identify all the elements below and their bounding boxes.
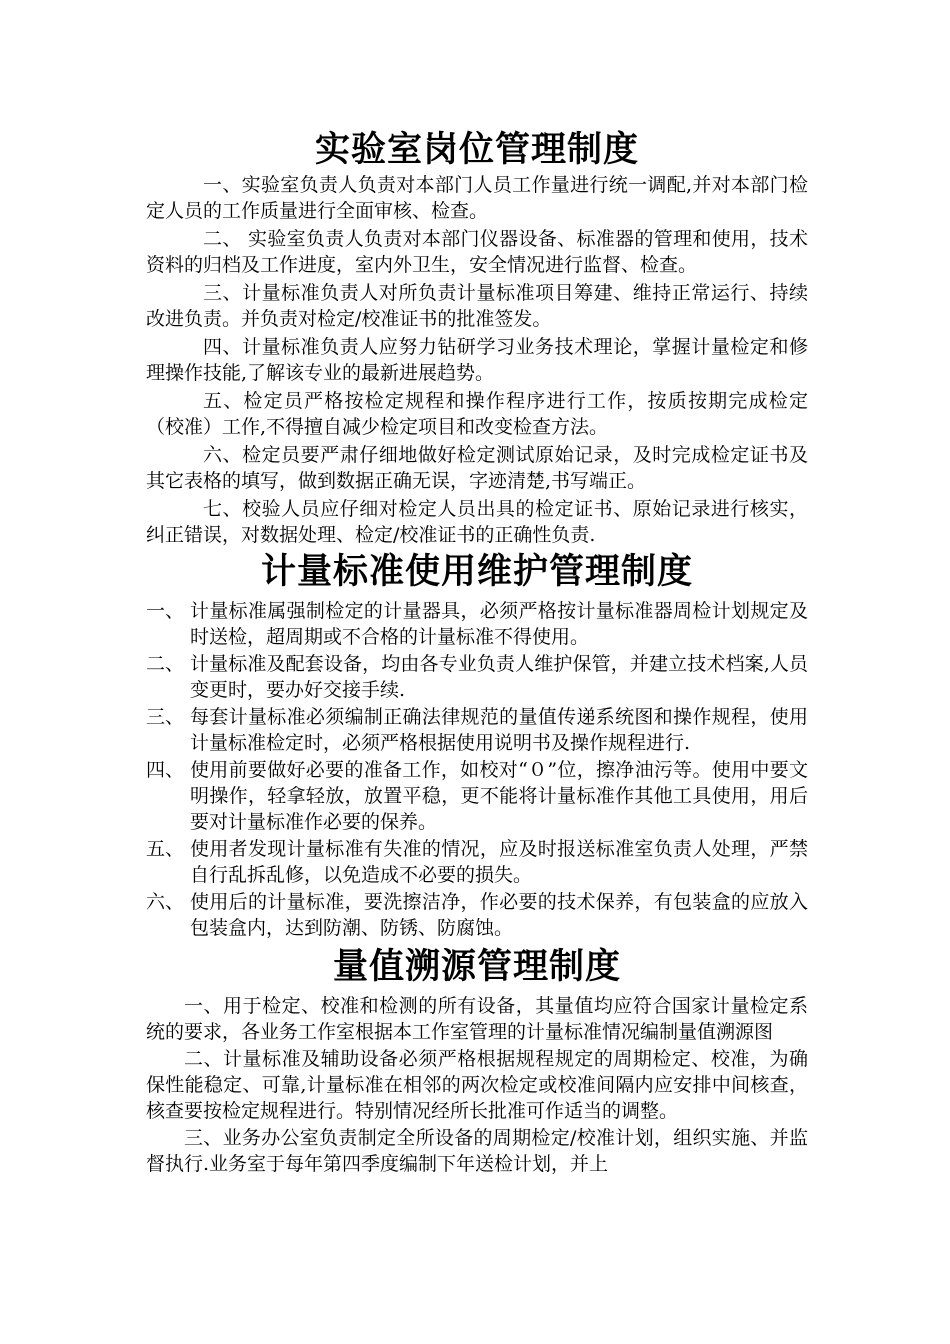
item-number: 五、 xyxy=(146,838,185,860)
paragraph: 六、检定员要严肃仔细地做好检定测试原始记录，及时完成检定证书及其它表格的填写，做到数据正确无误，字迹清楚,书写端正。 xyxy=(146,444,808,492)
section-body xyxy=(146,993,808,1177)
section-traceability-management xyxy=(146,947,808,1177)
document-page xyxy=(146,130,808,1177)
section-title: 计量标准使用维护管理制度 xyxy=(260,552,693,592)
paragraph: 四、计量标准负责人应努力钻研学习业务技术理论，掌握计量检定和修理操作技能,了解该专业的最新进展趋势。 xyxy=(146,336,808,384)
numbered-list xyxy=(146,598,808,941)
section-standard-maintenance xyxy=(146,552,808,941)
item-text: 每套计量标准必须编制正确法律规范的量值传递系统图和操作规程，使用计量标准检定时，必须严格根据使用说明书及操作规程进行. xyxy=(190,706,808,754)
item-text: 使用后的计量标准，要洗擦洁净，作必要的技术保养，有包装盒的应放入包装盒内，达到防潮、防锈、防腐蚀。 xyxy=(190,891,808,939)
item-number: 二、 xyxy=(146,653,185,675)
section-lab-post-management xyxy=(146,130,808,548)
paragraph: 一、用于检定、校准和检测的所有设备，其量值均应符合国家计量检定系统的要求，各业务工作室根据本工作室管理的计量标准情况编制量值溯源图 xyxy=(146,995,808,1043)
item-text: 计量标准属强制检定的计量器具，必须严格按计量标准器周检计划规定及时送检，超周期或不合格的计量标准不得使用。 xyxy=(190,600,808,648)
section-body xyxy=(146,172,808,548)
list-item xyxy=(146,651,808,703)
list-item xyxy=(146,704,808,756)
section-title: 实验室岗位管理制度 xyxy=(314,130,639,170)
list-item xyxy=(146,889,808,941)
paragraph: 二、计量标准及辅助设备必须严格根据规程规定的周期检定、校准，为确保性能稳定、可靠,计量标准在相邻的两次检定或校准间隔内应安排中间核查，核查要按检定规程进行。特别情况经所长批准可作适当的调整。 xyxy=(146,1048,808,1122)
item-text: 使用者发现计量标准有失准的情况，应及时报送标准室负责人处理，严禁自行乱拆乱修，以免造成不必要的损失。 xyxy=(190,838,808,886)
paragraph: 七、校验人员应仔细对检定人员出具的检定证书、原始记录进行核实，纠正错误，对数据处理、检定/校准证书的正确性负责. xyxy=(146,498,808,546)
paragraph: 五、检定员严格按检定规程和操作程序进行工作，按质按期完成检定（校准）工作,不得擅自减少检定项目和改变检查方法。 xyxy=(146,390,808,438)
paragraph: 二、 实验室负责人负责对本部门仪器设备、标准器的管理和使用，技术资料的归档及工作进度，室内外卫生，安全情况进行监督、检查。 xyxy=(146,228,808,276)
section-title: 量值溯源管理制度 xyxy=(332,947,621,987)
item-number: 四、 xyxy=(146,759,185,781)
item-text: 使用前要做好必要的准备工作，如校对“０”位，擦净油污等。使用中要文明操作，轻拿轻放，放置平稳，更不能将计量标准作其他工具使用，用后要对计量标准作必要的保养。 xyxy=(190,759,808,833)
item-number: 六、 xyxy=(146,891,185,913)
item-number: 一、 xyxy=(146,600,185,622)
list-item xyxy=(146,836,808,888)
item-text: 计量标准及配套设备，均由各专业负责人维护保管，并建立技术档案,人员变更时，要办好交接手续. xyxy=(190,653,808,701)
paragraph: 三、业务办公室负责制定全所设备的周期检定/校准计划，组织实施、并监督执行.业务室于每年第四季度编制下年送检计划，并上 xyxy=(146,1127,808,1175)
list-item xyxy=(146,757,808,835)
paragraph: 三、计量标准负责人对所负责计量标准项目筹建、维持正常运行、持续改进负责。并负责对检定/校准证书的批准签发。 xyxy=(146,282,808,330)
paragraph: 一、实验室负责人负责对本部门人员工作量进行统一调配,并对本部门检定人员的工作质量进行全面审核、检查。 xyxy=(146,174,808,222)
list-item xyxy=(146,598,808,650)
item-number: 三、 xyxy=(146,706,185,728)
